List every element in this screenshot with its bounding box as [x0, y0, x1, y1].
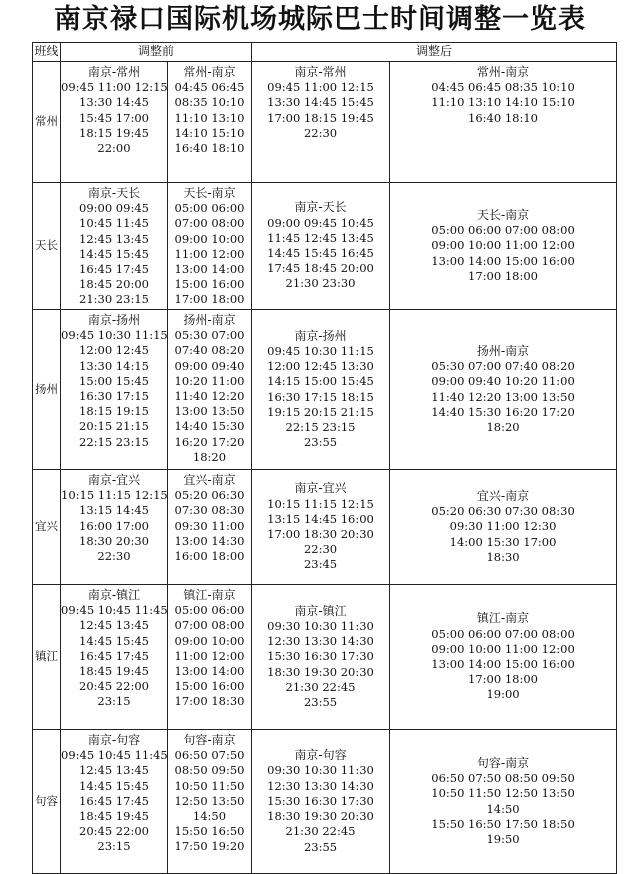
time-line: 16:40 18:10: [174, 141, 245, 156]
time-line: 10:15 11:15 12:15: [267, 496, 374, 511]
time-line: 14:50: [192, 809, 227, 824]
direction-label: 镇江-南京: [183, 588, 236, 602]
time-line: 17:50 19:20: [174, 839, 245, 854]
time-line: 11:40 12:20 13:00 13:50: [431, 389, 575, 404]
before-inbound-cell: [168, 310, 252, 470]
time-line: 17:00 18:00: [468, 268, 538, 283]
time-line: 18:20: [192, 449, 227, 464]
time-line: 09:45 10:45 11:45: [61, 748, 168, 763]
time-line: 04:45 06:45: [174, 80, 245, 95]
time-line: 09:30 11:00 12:30: [449, 519, 557, 534]
time-line: 15:00 16:00: [174, 679, 245, 694]
direction-label: 南京-句容: [294, 748, 347, 763]
after-outbound-cell: [252, 310, 390, 470]
direction-label: 南京-宜兴: [87, 473, 141, 487]
time-line: 17:00 18:30: [174, 694, 245, 709]
time-line: 12:00 12:45 13:30: [267, 359, 374, 374]
time-line: 13:00 14:00 15:00 16:00: [431, 253, 575, 268]
time-line: 13:00 14:00 15:00 16:00: [431, 657, 575, 671]
table-row: [33, 470, 617, 585]
time-line: 16:00 17:00: [79, 518, 149, 533]
direction-label: 南京-句容: [87, 733, 141, 747]
time-line: 10:15 11:15 12:15: [61, 488, 168, 503]
time-line: 12:00 12:45: [79, 343, 149, 358]
time-line: 14:10 15:10: [174, 125, 245, 140]
time-line: 11:45 12:45 13:45: [267, 230, 374, 245]
time-line: 11:10 13:10: [174, 110, 245, 125]
time-line: 05:00 06:00 07:00 08:00: [431, 626, 575, 641]
after-inbound-cell: [390, 310, 617, 470]
route-name: 常州: [33, 62, 61, 183]
time-line: 18:30: [486, 549, 520, 564]
time-line: 22:00: [97, 141, 131, 156]
before-outbound-cell: [61, 470, 168, 585]
direction-label: 常州-南京: [476, 65, 530, 79]
time-line: 05:20 06:30: [174, 488, 245, 503]
direction-label: 天长-南京: [476, 207, 530, 222]
time-line: 09:45 11:00 12:15: [61, 80, 168, 95]
before-inbound-cell: [168, 62, 252, 183]
time-line: 14:45 15:45: [79, 246, 149, 261]
after-outbound-cell: [252, 183, 390, 310]
schedule-table: [32, 42, 617, 874]
before-outbound-cell: [61, 585, 168, 730]
time-line: 14:50: [486, 801, 520, 816]
time-line: 13:30 14:15: [79, 358, 149, 373]
table-header-row: [33, 43, 617, 62]
time-line: 05:30 07:00: [174, 328, 245, 343]
time-line: 14:45 15:45: [79, 633, 149, 648]
time-line: 12:45 13:45: [79, 231, 149, 246]
time-line: 21:30 22:45: [285, 824, 356, 839]
direction-label: 南京-镇江: [294, 603, 347, 618]
time-line: 20:45 22:00: [79, 679, 149, 694]
time-line: 12:45 13:45: [79, 763, 149, 778]
time-line: 18:45 20:00: [79, 277, 149, 292]
time-line: 11:00 12:00: [174, 246, 245, 261]
before-inbound-cell: [168, 585, 252, 730]
time-line: 18:15 19:45: [79, 125, 149, 140]
time-line: 09:00 10:00 11:00 12:00: [431, 641, 575, 656]
time-line: 23:55: [303, 695, 338, 709]
time-line: 05:00 06:00: [174, 201, 245, 216]
time-line: 14:45 15:45 16:45: [267, 246, 374, 260]
time-line: 09:00 10:00: [174, 633, 245, 648]
time-line: 13:00 14:00: [174, 262, 245, 277]
time-line: 22:15 23:15: [79, 434, 149, 449]
time-line: 18:45 19:45: [79, 809, 149, 824]
route-name: 扬州: [33, 310, 61, 470]
time-line: 14:40 15:30: [174, 419, 245, 434]
before-inbound-cell: [168, 183, 252, 310]
time-line: 08:35 10:10: [174, 95, 245, 110]
time-line: 11:10 13:10 14:10 15:10: [431, 95, 575, 110]
time-line: 10:45 11:45: [79, 216, 149, 231]
direction-label: 扬州-南京: [183, 313, 236, 327]
time-line: 07:30 08:30: [174, 503, 245, 518]
time-line: 05:20 06:30 07:30 08:30: [431, 504, 575, 519]
time-line: 15:45 17:00: [79, 110, 149, 125]
time-line: 09:45 10:45 11:45: [61, 603, 168, 618]
time-line: 16:00 18:00: [174, 549, 245, 564]
time-line: 23:15: [97, 694, 131, 709]
time-line: 16:30 17:15: [79, 389, 149, 404]
time-line: 09:00 10:00: [174, 231, 245, 246]
before-outbound-cell: [61, 183, 168, 310]
after-outbound-cell: [252, 62, 390, 183]
time-line: 13:00 13:50: [174, 404, 245, 419]
after-inbound-cell: [390, 730, 617, 874]
direction-label: 南京-扬州: [294, 328, 347, 343]
time-line: 15:30 16:30 17:30: [267, 793, 374, 808]
after-outbound-cell: [252, 470, 390, 585]
direction-label: 扬州-南京: [476, 343, 530, 358]
time-line: 18:30 19:30 20:30: [267, 664, 374, 679]
table-row: [33, 183, 617, 310]
time-line: 16:20 17:20: [174, 434, 245, 449]
time-line: 15:50 16:50: [174, 824, 245, 839]
time-line: 12:45 13:45: [79, 618, 149, 633]
direction-label: 天长-南京: [183, 186, 236, 200]
time-line: 14:00 15:30 17:00: [449, 534, 557, 549]
direction-label: 宜兴-南京: [476, 488, 530, 503]
time-line: 09:30 11:00: [174, 518, 245, 533]
time-line: 09:45 10:30 11:15: [267, 343, 374, 358]
before-outbound-cell: [61, 62, 168, 183]
time-line: 09:45 10:30 11:15: [61, 328, 168, 343]
route-name: 镇江: [33, 585, 61, 730]
time-line: 19:15 20:15 21:15: [267, 404, 374, 419]
before-outbound-cell: [61, 730, 168, 874]
time-line: 23:15: [97, 839, 131, 854]
before-inbound-cell: [168, 470, 252, 585]
time-line: 09:00 10:00 11:00 12:00: [431, 238, 575, 253]
time-line: 13:30 14:45: [79, 95, 149, 110]
time-line: 09:30 10:30 11:30: [267, 763, 374, 778]
time-line: 09:00 09:40 10:20 11:00: [431, 374, 575, 389]
time-line: 05:00 06:00: [174, 603, 245, 618]
direction-label: 宜兴-南京: [183, 473, 236, 487]
after-inbound-cell: [390, 585, 617, 730]
time-line: 16:45 17:45: [79, 648, 149, 663]
time-line: 21:30 23:30: [285, 276, 356, 291]
time-line: 19:50: [486, 831, 520, 846]
time-line: 14:45 15:45: [79, 778, 149, 793]
direction-label: 南京-扬州: [87, 313, 141, 327]
time-line: 09:00 09:40: [174, 358, 245, 373]
time-line: 13:30 14:45 15:45: [267, 95, 374, 110]
time-line: 07:40 08:20: [174, 343, 245, 358]
time-line: 10:20 11:00: [174, 373, 245, 388]
table-row: [33, 730, 617, 874]
time-line: 16:45 17:45: [79, 262, 149, 277]
header-before: 调整前: [61, 43, 252, 62]
direction-label: 南京-天长: [87, 186, 141, 200]
direction-label: 南京-镇江: [87, 588, 141, 602]
direction-label: 南京-常州: [87, 65, 141, 79]
time-line: 13:00 14:00: [174, 664, 245, 679]
time-line: 17:00 18:30 20:30: [267, 527, 374, 541]
table-row: [33, 62, 617, 183]
time-line: 09:00 09:45: [79, 201, 149, 216]
time-line: 21:30 22:45: [285, 679, 356, 694]
header-route: 班线: [33, 43, 61, 62]
before-inbound-cell: [168, 730, 252, 874]
route-name: 宜兴: [33, 470, 61, 585]
time-line: 22:30: [97, 549, 131, 564]
time-line: 05:00 06:00 07:00 08:00: [431, 223, 575, 238]
time-line: 11:40 12:20: [174, 389, 245, 404]
after-outbound-cell: [252, 585, 390, 730]
time-line: 12:50 13:50: [174, 793, 245, 808]
before-outbound-cell: [61, 310, 168, 470]
time-line: 06:50 07:50 08:50 09:50: [431, 771, 575, 786]
time-line: 15:30 16:30 17:30: [267, 649, 374, 664]
time-line: 08:50 09:50: [174, 763, 245, 778]
time-line: 21:30 23:15: [79, 292, 149, 307]
time-line: 12:30 13:30 14:30: [267, 778, 374, 793]
direction-label: 南京-常州: [294, 65, 347, 79]
time-line: 20:15 21:15: [79, 419, 149, 434]
time-line: 17:45 18:45 20:00: [267, 261, 374, 276]
after-inbound-cell: [390, 62, 617, 183]
time-line: 16:40 18:10: [468, 110, 538, 125]
time-line: 15:50 16:50 17:50 18:50: [431, 816, 575, 831]
time-line: 07:00 08:00: [174, 216, 245, 231]
time-line: 13:15 14:45: [79, 503, 149, 518]
time-line: 09:45 11:00 12:15: [267, 80, 374, 95]
after-inbound-cell: [390, 183, 617, 310]
route-name: 天长: [33, 183, 61, 310]
time-line: 04:45 06:45 08:35 10:10: [431, 80, 575, 95]
time-line: 12:30 13:30 14:30: [267, 634, 374, 649]
after-inbound-cell: [390, 470, 617, 585]
time-line: 16:45 17:45: [79, 793, 149, 808]
page-title: 南京禄口国际机场城际巴士时间调整一览表: [54, 4, 586, 35]
time-line: 15:00 16:00: [174, 277, 245, 292]
time-line: 06:50 07:50: [174, 748, 245, 763]
time-line: 17:00 18:00: [468, 672, 538, 687]
time-line: 14:40 15:30 16:20 17:20: [431, 404, 575, 419]
time-line: 18:45 19:45: [79, 664, 149, 679]
direction-label: 南京-宜兴: [294, 481, 347, 496]
time-line: 18:20: [486, 419, 520, 434]
direction-label: 句容-南京: [476, 755, 530, 770]
time-line: 18:15 19:15: [79, 404, 149, 419]
direction-label: 常州-南京: [183, 65, 236, 79]
time-line: 22:30: [303, 125, 338, 140]
time-line: 19:00: [486, 687, 520, 702]
time-line: 22:30: [303, 542, 338, 557]
after-outbound-cell: [252, 730, 390, 874]
route-name: 句容: [33, 730, 61, 874]
time-line: 17:00 18:15 19:45: [267, 110, 374, 125]
time-line: 10:50 11:50: [174, 778, 245, 793]
time-line: 07:00 08:00: [174, 618, 245, 633]
time-line: 17:00 18:00: [174, 292, 245, 307]
time-line: 13:00 14:30: [174, 533, 245, 548]
time-line: 20:45 22:00: [79, 824, 149, 839]
header-after: 调整后: [252, 43, 617, 62]
time-line: 09:30 10:30 11:30: [267, 618, 374, 633]
direction-label: 南京-天长: [294, 200, 347, 215]
time-line: 22:15 23:15: [285, 419, 356, 434]
time-line: 15:00 15:45: [79, 373, 149, 388]
time-line: 13:15 14:45 16:00: [267, 511, 374, 526]
time-line: 09:00 09:45 10:45: [267, 215, 374, 230]
direction-label: 镇江-南京: [476, 611, 530, 626]
time-line: 23:55: [303, 839, 338, 854]
time-line: 16:30 17:15 18:15: [267, 389, 374, 404]
time-line: 05:30 07:00 07:40 08:20: [431, 359, 575, 374]
direction-label: 句容-南京: [183, 733, 236, 747]
time-line: 23:45: [303, 557, 338, 572]
time-line: 10:50 11:50 12:50 13:50: [431, 786, 575, 801]
table-row: [33, 310, 617, 470]
time-line: 18:30 20:30: [79, 533, 149, 548]
time-line: 11:00 12:00: [174, 648, 245, 663]
time-line: 23:55: [303, 435, 338, 450]
time-line: 18:30 19:30 20:30: [267, 809, 374, 824]
time-line: 14:15 15:00 15:45: [267, 374, 374, 389]
table-row: [33, 585, 617, 730]
